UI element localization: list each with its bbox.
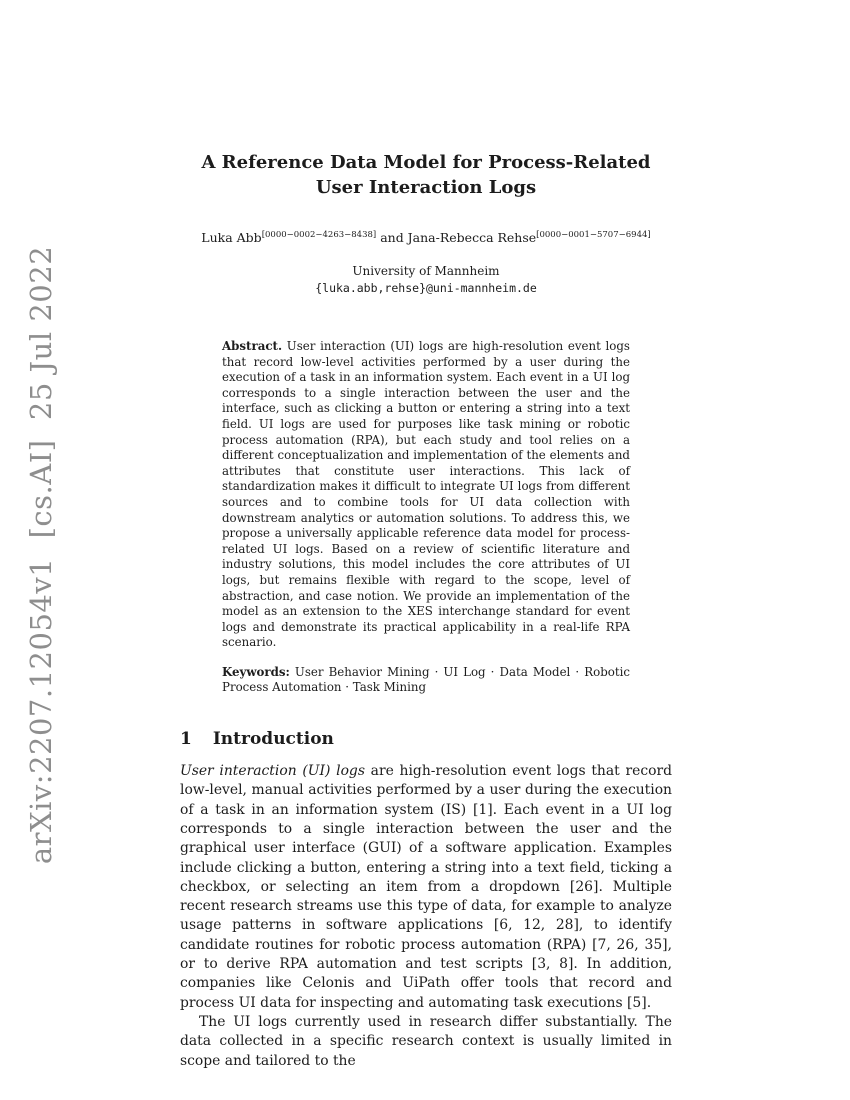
author-2-name: Jana-Rebecca Rehse	[407, 230, 537, 245]
author-1-name: Luka Abb	[201, 230, 262, 245]
email-address: {luka.abb,rehse}@uni-mannheim.de	[315, 281, 537, 295]
paper-title	[180, 150, 672, 200]
affiliation: University of Mannheim	[352, 264, 500, 278]
author-line	[180, 230, 672, 245]
author-separator: and	[376, 230, 408, 245]
intro-paragraph-1	[180, 762, 672, 1013]
abstract-text: User interaction (UI) logs are high-resolution event logs that record low-level activities performed by a user during the execution of a task in an information system. Each event in a UI log corresponds to a single interaction between the user and the interface, such as clicking a button or entering a string into a text field. UI logs are used for purposes like task mining or robotic process automation (RPA), but each study and tool relies on a different conceptualization and implementation of the elements and attributes that constitute user interactions. This lack of standardization makes it difficult to integrate UI logs from different sources and to combine tools for UI data collection with downstream analytics or automation solutions. To address this, we propose a universally applicable reference data model for process-related UI logs. Based on a review of scientific literature and industry solutions, this model includes the core attributes of UI logs, but remains flexible with regard to the scope, level of abstraction, and case notion. We provide an implementation of the model as an extension to the XES interchange standard for event logs and demonstrate its practical applicability in a real-life RPA scenario.	[222, 339, 630, 650]
intro-paragraph-1-lead-italic: User interaction (UI) logs	[180, 763, 365, 780]
abstract-label: Abstract.	[222, 339, 283, 353]
title-line-1: A Reference Data Model for Process-Related	[201, 152, 651, 173]
paper-content	[180, 0, 672, 1071]
keywords-text: User Behavior Mining · UI Log · Data Model · Robotic Process Automation · Task Mining	[222, 664, 630, 695]
abstract-block	[222, 339, 630, 651]
keywords-block	[222, 665, 630, 696]
arxiv-stamp: arXiv:2207.12054v1 [cs.AI] 25 Jul 2022	[24, 245, 58, 865]
section-title: Introduction	[212, 729, 334, 750]
intro-paragraph-1-text: are high-resolution event logs that record low-level, manual activities performed by a user during the execution of a task in an information system (IS) [1]. Each event in a UI log corresponds to a single interaction between the user and the graphical user interface (GUI) of a software application. Examples include clicking a button, entering a string into a text field, ticking a checkbox, or selecting an item from a dropdown [26]. Multiple recent research streams use this type of data, for example to analyze usage patterns in software applications [6, 12, 28], to identify candidate routines for robotic process automation (RPA) [7, 26, 35], or to derive RPA automation and test scripts [3, 8]. In addition, companies like Celonis and UiPath offer tools that record and process UI data for inspecting and automating task executions [5].	[180, 763, 672, 1011]
section-heading-introduction	[180, 729, 672, 749]
intro-paragraph-2: The UI logs currently used in research differ substantially. The data collected in a specific research context is usually limited in scope and tailored to the	[180, 1013, 672, 1069]
title-line-2: User Interaction Logs	[315, 177, 537, 198]
section-number: 1	[180, 729, 192, 750]
author-2-orcid: [0000−0001−5707−6944]	[536, 229, 651, 240]
author-1-orcid: [0000−0002−4263−8438]	[261, 229, 377, 240]
keywords-label: Keywords:	[222, 664, 290, 679]
